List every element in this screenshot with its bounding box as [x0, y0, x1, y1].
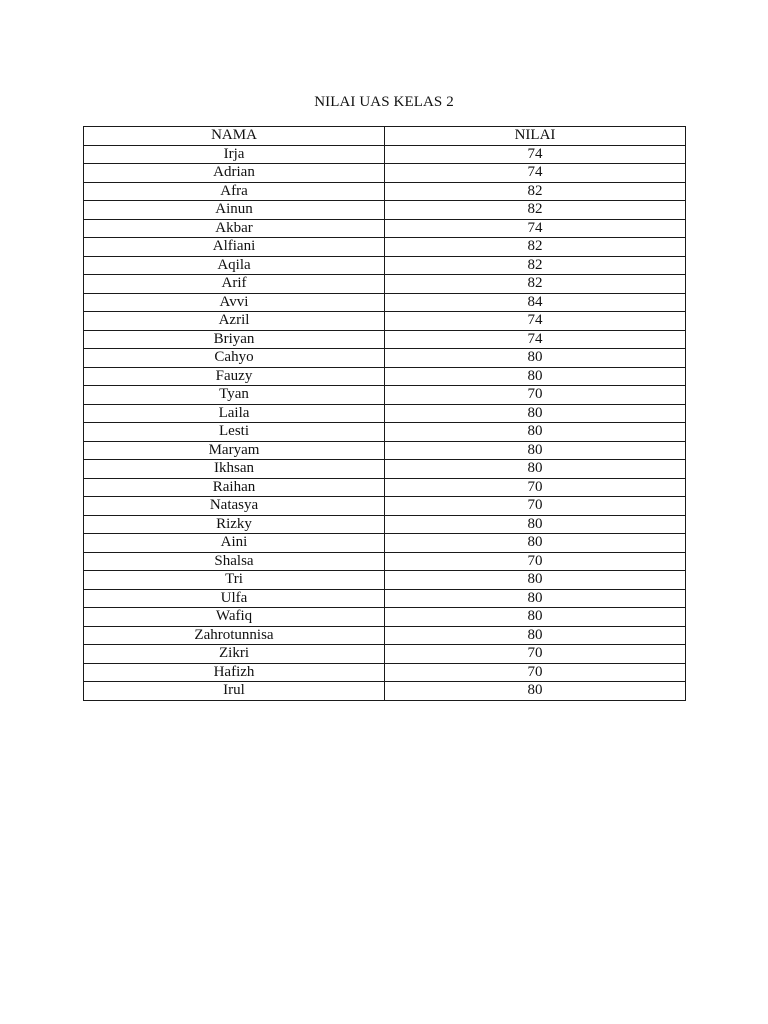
table-row	[84, 534, 686, 553]
score-cell: 80	[385, 608, 686, 627]
student-name-cell: Hafizh	[84, 663, 385, 682]
student-name-cell: Ikhsan	[84, 460, 385, 479]
table-row	[84, 349, 686, 368]
student-name-cell: Laila	[84, 404, 385, 423]
student-name-cell: Lesti	[84, 423, 385, 442]
header-nama: NAMA	[84, 127, 385, 146]
table-row	[84, 682, 686, 701]
score-cell: 74	[385, 219, 686, 238]
student-name-cell: Cahyo	[84, 349, 385, 368]
student-name-cell: Aqila	[84, 256, 385, 275]
student-name-cell: Irja	[84, 145, 385, 164]
score-cell: 80	[385, 534, 686, 553]
table-row	[84, 164, 686, 183]
table-row	[84, 367, 686, 386]
score-cell: 80	[385, 404, 686, 423]
student-name-cell: Rizky	[84, 515, 385, 534]
student-name-cell: Afra	[84, 182, 385, 201]
student-name-cell: Arif	[84, 275, 385, 294]
score-cell: 70	[385, 497, 686, 516]
student-name-cell: Tyan	[84, 386, 385, 405]
score-cell: 74	[385, 145, 686, 164]
student-name-cell: Avvi	[84, 293, 385, 312]
score-cell: 82	[385, 275, 686, 294]
score-cell: 70	[385, 386, 686, 405]
score-cell: 82	[385, 256, 686, 275]
score-cell: 80	[385, 460, 686, 479]
score-cell: 82	[385, 182, 686, 201]
table-row	[84, 404, 686, 423]
score-cell: 70	[385, 663, 686, 682]
table-row	[84, 182, 686, 201]
student-name-cell: Tri	[84, 571, 385, 590]
student-name-cell: Shalsa	[84, 552, 385, 571]
score-cell: 80	[385, 423, 686, 442]
table-row	[84, 256, 686, 275]
student-name-cell: Zikri	[84, 645, 385, 664]
score-cell: 82	[385, 201, 686, 220]
student-name-cell: Fauzy	[84, 367, 385, 386]
table-header-row	[84, 127, 686, 146]
score-cell: 74	[385, 330, 686, 349]
student-name-cell: Ainun	[84, 201, 385, 220]
student-name-cell: Akbar	[84, 219, 385, 238]
table-row	[84, 608, 686, 627]
table-row	[84, 330, 686, 349]
score-cell: 80	[385, 682, 686, 701]
table-row	[84, 645, 686, 664]
student-name-cell: Ulfa	[84, 589, 385, 608]
table-row	[84, 552, 686, 571]
table-row	[84, 515, 686, 534]
student-name-cell: Wafiq	[84, 608, 385, 627]
student-name-cell: Irul	[84, 682, 385, 701]
score-cell: 80	[385, 626, 686, 645]
student-name-cell: Briyan	[84, 330, 385, 349]
table-row	[84, 441, 686, 460]
score-cell: 70	[385, 478, 686, 497]
table-row	[84, 238, 686, 257]
table-row	[84, 423, 686, 442]
table-body	[84, 145, 686, 700]
table-row	[84, 460, 686, 479]
student-name-cell: Zahrotunnisa	[84, 626, 385, 645]
header-nilai: NILAI	[385, 127, 686, 146]
score-cell: 74	[385, 312, 686, 331]
score-cell: 80	[385, 571, 686, 590]
table-row	[84, 571, 686, 590]
student-name-cell: Maryam	[84, 441, 385, 460]
table-row	[84, 386, 686, 405]
score-cell: 80	[385, 589, 686, 608]
student-name-cell: Alfiani	[84, 238, 385, 257]
table-row	[84, 293, 686, 312]
table-row	[84, 312, 686, 331]
score-cell: 80	[385, 515, 686, 534]
student-name-cell: Natasya	[84, 497, 385, 516]
score-cell: 74	[385, 164, 686, 183]
table-row	[84, 145, 686, 164]
table-row	[84, 275, 686, 294]
score-cell: 70	[385, 552, 686, 571]
table-row	[84, 478, 686, 497]
score-cell: 70	[385, 645, 686, 664]
student-name-cell: Raihan	[84, 478, 385, 497]
table-row	[84, 497, 686, 516]
student-name-cell: Adrian	[84, 164, 385, 183]
score-cell: 80	[385, 349, 686, 368]
grades-table	[83, 126, 686, 701]
table-row	[84, 219, 686, 238]
table-row	[84, 626, 686, 645]
page-title: NILAI UAS KELAS 2	[314, 94, 454, 110]
student-name-cell: Aini	[84, 534, 385, 553]
score-cell: 80	[385, 367, 686, 386]
table-row	[84, 663, 686, 682]
table-row	[84, 589, 686, 608]
table-row	[84, 201, 686, 220]
student-name-cell: Azril	[84, 312, 385, 331]
score-cell: 80	[385, 441, 686, 460]
score-cell: 84	[385, 293, 686, 312]
score-cell: 82	[385, 238, 686, 257]
